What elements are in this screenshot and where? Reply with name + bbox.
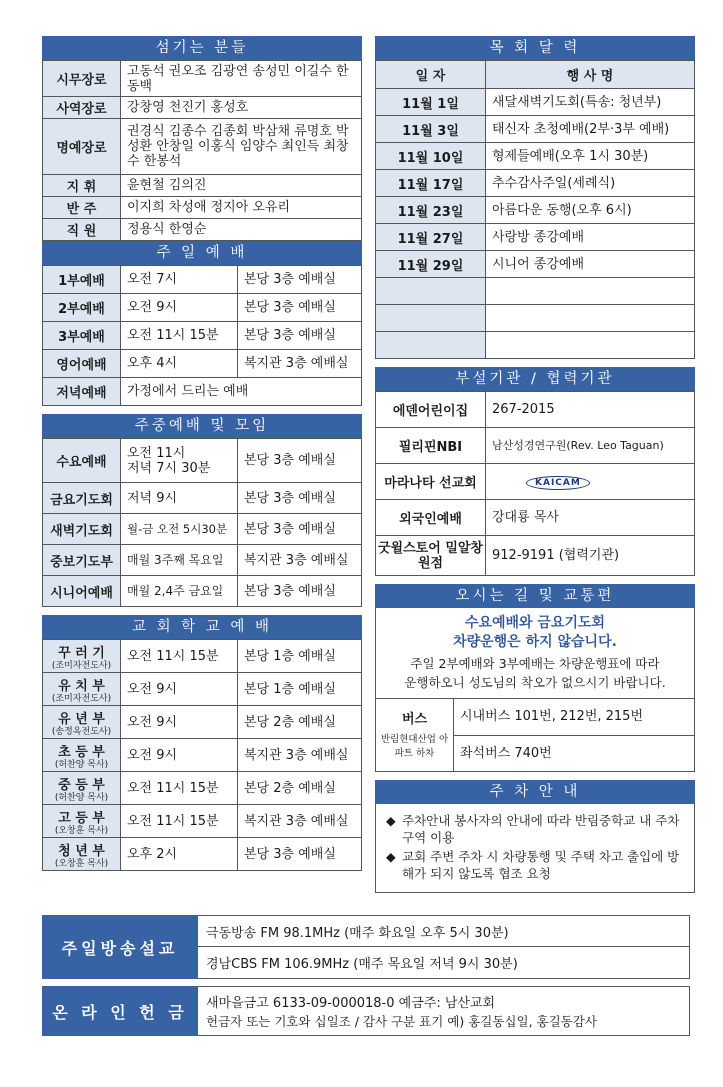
- servants-header: 섬기는 분들: [42, 36, 362, 60]
- department-place: 본당 1층 예배실: [238, 673, 362, 706]
- names-cell: 고동석 권오조 김광연 송성민 이길수 한동백: [121, 61, 362, 97]
- table-row: [376, 392, 695, 428]
- meeting-name: 새벽기도회: [43, 514, 121, 545]
- department-time: 오후 2시: [121, 838, 238, 871]
- table-row: [43, 739, 362, 772]
- department-time: 오전 9시: [121, 739, 238, 772]
- department-time: 오전 9시: [121, 673, 238, 706]
- department: [43, 805, 121, 838]
- table-row: [376, 464, 695, 500]
- notice-body: [380, 654, 690, 692]
- department-teacher: (허찬양 목사): [54, 759, 109, 770]
- table-row: [376, 89, 695, 116]
- department-time: 오전 11시 15분: [121, 805, 238, 838]
- calendar-event: 시니어 종강예배: [486, 251, 695, 278]
- department-teacher: (오창훈 목사): [54, 858, 109, 869]
- servants-table: [42, 60, 362, 241]
- list-item: [386, 848, 684, 882]
- role-label: 직 원: [43, 219, 121, 241]
- affiliate-value: 강대룡 목사: [486, 500, 695, 536]
- department-place: 본당 2층 예배실: [238, 772, 362, 805]
- affiliate-name: 굿윌스토어 밀알창원점: [376, 536, 486, 576]
- parking-item-text: 주차안내 봉사자의 안내에 따라 반림중학교 내 주차구역 이용: [402, 812, 680, 845]
- role-label: 지 휘: [43, 175, 121, 197]
- table-row: [43, 322, 362, 350]
- affiliate-name: 마라나타 선교회: [376, 464, 486, 500]
- bus-stop: 반림현대산업 아파트 하차: [380, 734, 449, 760]
- table-row: [376, 699, 695, 735]
- calendar-date: 11월 1일: [376, 89, 486, 116]
- table-row: [376, 278, 695, 305]
- department-name: 유 치 부: [58, 678, 105, 694]
- table-row: [376, 61, 695, 89]
- table-row: [43, 119, 362, 175]
- parking-item-text: 교회 주변 주차 시 차량통행 및 주택 차고 출입에 방해가 되지 않도록 협조 요청: [402, 848, 680, 881]
- calendar-table: [375, 60, 695, 359]
- department-name: 유 년 부: [58, 711, 105, 727]
- calendar-event: 새달새벽기도회(특송: 청년부): [486, 89, 695, 116]
- affiliate-value: [486, 464, 695, 500]
- calendar-event: [486, 278, 695, 305]
- meeting-place: 본당 3층 예배실: [238, 514, 362, 545]
- meeting-time: 매월 2,4주 금요일: [121, 576, 238, 607]
- table-row: [43, 514, 362, 545]
- department-name: 꾸 러 기: [58, 645, 105, 661]
- calendar-date: 11월 17일: [376, 170, 486, 197]
- calendar-date: 11월 27일: [376, 224, 486, 251]
- calendar-event: 태신자 초청예배(2부·3부 예배): [486, 116, 695, 143]
- affiliate-value: 남산성경연구원(Rev. Leo Taguan): [486, 428, 695, 464]
- left-column: [42, 36, 362, 871]
- department-place: 본당 3층 예배실: [238, 838, 362, 871]
- department-place: 본당 2층 예배실: [238, 706, 362, 739]
- calendar-event: 추수감사주일(세례식): [486, 170, 695, 197]
- names-cell: 강창영 천진기 홍성호: [121, 97, 362, 119]
- weekday-worship-table: [42, 438, 362, 607]
- diamond-bullet-icon: ◆: [386, 812, 396, 828]
- church-school-header: 교 회 학 교 예 배: [42, 615, 362, 639]
- service-time: 오전 7시: [121, 266, 238, 294]
- church-school-table: [42, 639, 362, 871]
- bus-table: [375, 699, 695, 772]
- table-row: [376, 332, 695, 359]
- parking-list: [375, 804, 695, 893]
- offering-title: 온 라 인 헌 금: [42, 986, 198, 1036]
- department: [43, 838, 121, 871]
- notice-line: 수요예배와 금요기도회: [464, 615, 606, 631]
- table-row: [376, 536, 695, 576]
- calendar-event: [486, 332, 695, 359]
- service-name: 영어예배: [43, 350, 121, 378]
- broadcast-lines: [198, 915, 690, 979]
- calendar-date: 11월 23일: [376, 197, 486, 224]
- calendar-date: 11월 10일: [376, 143, 486, 170]
- list-item: [386, 812, 684, 846]
- service-name: 3부예배: [43, 322, 121, 350]
- bus-label: 버스: [401, 712, 428, 728]
- directions-notice: [375, 608, 695, 699]
- table-row: [43, 805, 362, 838]
- role-label: 사역장로: [43, 97, 121, 119]
- table-row: [43, 97, 362, 119]
- diamond-bullet-icon: ◆: [386, 848, 396, 864]
- department-time: 오전 11시 15분: [121, 640, 238, 673]
- affiliate-value: 912-9191 (협력기관): [486, 536, 695, 576]
- sunday-worship-table: [42, 265, 362, 406]
- table-row: [376, 143, 695, 170]
- department: [43, 673, 121, 706]
- table-row: [43, 772, 362, 805]
- affiliate-name: 필리핀NBI: [376, 428, 486, 464]
- table-row: [43, 61, 362, 97]
- calendar-col-date: 일 자: [376, 61, 486, 89]
- broadcast-box: [42, 915, 690, 979]
- table-row: [43, 439, 362, 483]
- department: [43, 739, 121, 772]
- meeting-place: 본당 3층 예배실: [238, 483, 362, 514]
- notice-body-line: 운행하오니 성도님의 착오가 없으시기 바랍니다.: [404, 675, 666, 690]
- weekday-worship-header: 주중예배 및 모임: [42, 414, 362, 438]
- department-name: 중 등 부: [58, 777, 105, 793]
- department-teacher: (허찬양 목사): [54, 792, 109, 803]
- table-row: [43, 838, 362, 871]
- calendar-date: [376, 332, 486, 359]
- affiliate-name: 에덴어린이집: [376, 392, 486, 428]
- calendar-date: [376, 305, 486, 332]
- service-place: 복지관 3층 예배실: [238, 350, 362, 378]
- department-name: 고 등 부: [58, 810, 105, 826]
- names-cell: 이지희 차성애 정지아 오유리: [121, 197, 362, 219]
- department-name: 초 등 부: [58, 744, 105, 760]
- department: [43, 772, 121, 805]
- calendar-event: [486, 305, 695, 332]
- calendar-date: 11월 29일: [376, 251, 486, 278]
- names-cell: 정용식 한영순: [121, 219, 362, 241]
- service-place: 본당 3층 예배실: [238, 294, 362, 322]
- names-cell: 윤현철 김의진: [121, 175, 362, 197]
- meeting-place: 복지관 3층 예배실: [238, 545, 362, 576]
- offering-box: [42, 986, 690, 1036]
- calendar-date: 11월 3일: [376, 116, 486, 143]
- calendar-event: 사랑방 종강예배: [486, 224, 695, 251]
- bus-seat: 좌석버스 740번: [454, 735, 695, 771]
- service-time: 오전 11시 15분: [121, 322, 238, 350]
- meeting-place: 본당 3층 예배실: [238, 439, 362, 483]
- service-name: 2부예배: [43, 294, 121, 322]
- meeting-name: 시니어예배: [43, 576, 121, 607]
- service-place: 본당 3층 예배실: [238, 322, 362, 350]
- table-row: [43, 219, 362, 241]
- table-row: [376, 170, 695, 197]
- affiliates-header: 부설기관 / 협력기관: [375, 367, 695, 391]
- department-teacher: (조미자전도사): [51, 660, 112, 671]
- sunday-worship-header: 주 일 예 배: [42, 241, 362, 265]
- table-row: [43, 640, 362, 673]
- role-label: 시무장로: [43, 61, 121, 97]
- department-teacher: (송정옥전도사): [51, 726, 112, 737]
- table-row: [43, 576, 362, 607]
- calendar-col-event: 행 사 명: [486, 61, 695, 89]
- table-row: [43, 350, 362, 378]
- broadcast-line: 극동방송 FM 98.1MHz (매주 화요일 오후 5시 30분): [198, 916, 689, 947]
- meeting-name: 수요예배: [43, 439, 121, 483]
- table-row: [376, 428, 695, 464]
- department-name: 청 년 부: [58, 843, 105, 859]
- table-row: [43, 483, 362, 514]
- department-time: 오전 11시 15분: [121, 772, 238, 805]
- calendar-header: 목 회 달 력: [375, 36, 695, 60]
- bus-city: 시내버스 101번, 212번, 215번: [454, 699, 695, 735]
- department-place: 복지관 3층 예배실: [238, 739, 362, 772]
- service-time: 가정에서 드리는 예배: [121, 378, 362, 406]
- table-row: [376, 224, 695, 251]
- table-row: [43, 197, 362, 219]
- table-row: [43, 175, 362, 197]
- table-row: [43, 294, 362, 322]
- affiliate-name: 외국인예배: [376, 500, 486, 536]
- right-column: [375, 36, 695, 893]
- notice-line: 차량운행은 하지 않습니다.: [453, 634, 617, 650]
- department-place: 복지관 3층 예배실: [238, 805, 362, 838]
- meeting-place: 본당 3층 예배실: [238, 576, 362, 607]
- meeting-time: 월-금 오전 5시30분: [121, 514, 238, 545]
- broadcast-title: 주일방송설교: [42, 915, 198, 979]
- service-time: 오전 9시: [121, 294, 238, 322]
- service-time: 오후 4시: [121, 350, 238, 378]
- table-row: [43, 673, 362, 706]
- role-label: 명예장로: [43, 119, 121, 175]
- directions-header: 오시는 길 및 교통편: [375, 584, 695, 608]
- affiliates-table: [375, 391, 695, 576]
- table-row: [376, 197, 695, 224]
- department-teacher: (조미자전도사): [51, 693, 112, 704]
- parking-header: 주 차 안 내: [375, 780, 695, 804]
- department-time: 오전 9시: [121, 706, 238, 739]
- meeting-time: 저녁 9시: [121, 483, 238, 514]
- table-row: [43, 706, 362, 739]
- role-label: 반 주: [43, 197, 121, 219]
- meeting-time-line: 저녁 7시 30분: [127, 460, 211, 476]
- calendar-date: [376, 278, 486, 305]
- meeting-time: 매월 3주째 목요일: [121, 545, 238, 576]
- names-cell: 권경식 김종수 김종회 박삼채 류명호 박성환 안창일 이홍식 임양수 최인득 최창수 한봉석: [121, 119, 362, 175]
- table-row: [43, 266, 362, 294]
- department: [43, 706, 121, 739]
- calendar-event: 아름다운 동행(오후 6시): [486, 197, 695, 224]
- table-row: [376, 251, 695, 278]
- service-place: 본당 3층 예배실: [238, 266, 362, 294]
- meeting-name: 중보기도부: [43, 545, 121, 576]
- offering-line: 헌금자 또는 기호와 십일조 / 감사 구분 표기 예) 홍길동십일, 홍길동감사: [206, 1014, 597, 1029]
- notice-body-line: 주일 2부예배와 3부예배는 차량운행표에 따라: [410, 656, 660, 671]
- kaicam-logo: KAICAM: [526, 476, 590, 490]
- offering-line: 새마을금고 6133-09-000018-0 예금주: 남산교회: [206, 995, 496, 1011]
- service-name: 저녁예배: [43, 378, 121, 406]
- meeting-time: [121, 439, 238, 483]
- service-name: 1부예배: [43, 266, 121, 294]
- table-row: [43, 545, 362, 576]
- bus-label-cell: [376, 699, 454, 771]
- broadcast-line: 경남CBS FM 106.9MHz (매주 목요일 저녁 9시 30분): [206, 957, 518, 972]
- calendar-event: 형제들예배(오후 1시 30분): [486, 143, 695, 170]
- department-teacher: (오창훈 목사): [54, 825, 109, 836]
- table-row: [43, 378, 362, 406]
- table-row: [376, 305, 695, 332]
- department-place: 본당 1층 예배실: [238, 640, 362, 673]
- offering-lines: [198, 986, 690, 1036]
- meeting-time-line: 오전 11시: [127, 445, 186, 461]
- meeting-name: 금요기도회: [43, 483, 121, 514]
- table-row: [376, 116, 695, 143]
- affiliate-value: 267-2015: [486, 392, 695, 428]
- department: [43, 640, 121, 673]
- table-row: [376, 500, 695, 536]
